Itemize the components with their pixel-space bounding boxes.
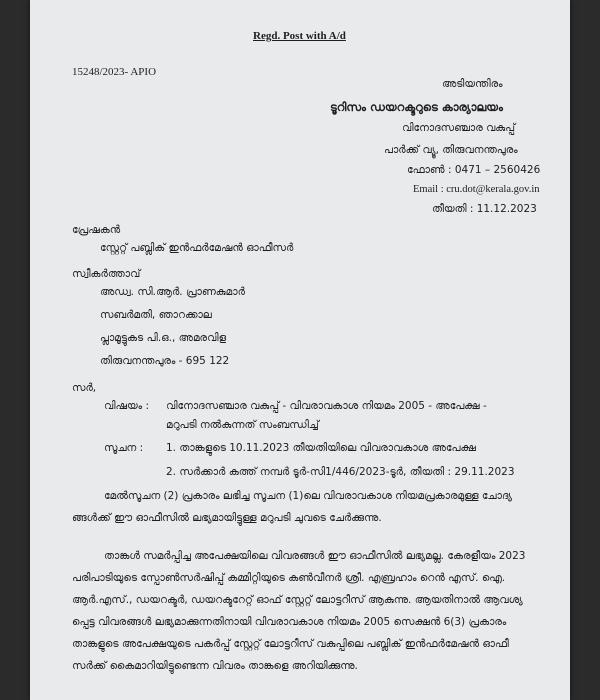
- salutation: സർ,: [72, 382, 97, 394]
- reference-item: 1. താങ്കളുടെ 10.11.2023 തീയതിയിലെ വിവരാവകാശ അപേക്ഷ: [166, 442, 476, 454]
- from-label: പ്രേഷകൻ: [72, 224, 121, 236]
- office-email: Email : cru.dot@kerala.gov.in: [413, 184, 540, 195]
- office-address: പാർക്ക് വ്യൂ, തിരുവനന്തപുരം: [384, 144, 518, 156]
- paragraph-line: പരിപാടിയുടെ സ്പോൺസർഷിപ്പ് കമ്മിറ്റിയുടെ കൺവീനർ ശ്രീ. എബ്രഹാം റെൻ എസ്. ഐ.: [72, 572, 506, 584]
- reference-item: 2. സർക്കാർ കത്ത് നമ്പർ ടൂർ-സി1/446/2023-ടൂർ, തീയതി : 29.11.2023: [166, 466, 515, 478]
- office-phone: ഫോൺ : 0471 – 2560426: [407, 164, 541, 176]
- paragraph-line: താങ്കളുടെ അപേക്ഷയുടെ പകർപ്പ് സ്റ്റേറ്റ് ലോട്ടറീസ് വകുപ്പിലെ പബ്ലിക് ഇൻഫർമേഷൻ ഓഫീ: [72, 638, 509, 650]
- reference-number: 15248/2023- APIO: [72, 66, 157, 78]
- office-name: ടൂറിസം ഡയറക്ടറുടെ കാര്യാലയം: [330, 100, 503, 114]
- subject-line: വിനോദസഞ്ചാര വകുപ്പ് - വിവരാവകാശ നിയമം 2005 - അപേക്ഷ -: [166, 400, 487, 412]
- from-name: സ്റ്റേറ്റ് പബ്ലിക് ഇൻഫർമേഷൻ ഓഫീസർ: [100, 242, 294, 254]
- to-line: തിരുവനന്തപുരം - 695 122: [100, 355, 230, 367]
- post-type: Regd. Post with A/d: [253, 30, 346, 42]
- to-line: പ്ലാമൂട്ടുകട പി.ഒ., അമരവിള: [100, 332, 227, 344]
- paragraph-line: പ്പെട്ട വിവരങ്ങൾ ലഭ്യമാക്കുന്നതിനായി വിവരാവകാശ നിയമം 2005 സെക്ഷൻ 6(3) പ്രകാരം: [72, 616, 507, 628]
- sender-title: അടിയന്തിരം: [442, 78, 503, 90]
- paragraph-line: ങ്ങൾക്ക് ഈ ഓഫീസിൽ ലഭ്യമായിട്ടുള്ള മറുപടി ചുവടെ ചേർക്കുന്നു.: [72, 512, 382, 524]
- paragraph-line: താങ്കൾ സമർപ്പിച്ച അപേക്ഷയിലെ വിവരങ്ങൾ ഈ ഓഫീസിൽ ലഭ്യമല്ല. കേരളീയം 2023: [104, 550, 526, 562]
- letter-page: [30, 0, 570, 700]
- to-line: അഡ്വ. സി.ആർ. പ്രാണകുമാർ: [100, 286, 245, 298]
- reference-label: സൂചന :: [104, 442, 144, 454]
- subject-label: വിഷയം :: [104, 400, 150, 412]
- subject-line: മറുപടി നൽകുന്നത് സംബന്ധിച്ച്: [166, 419, 319, 431]
- to-label: സ്വീകർത്താവ്: [72, 268, 141, 280]
- paragraph-line: ആർ.എസ്., ഡയറക്ടർ, ഡയറക്ടറേറ്റ് ഓഫ് സ്റ്റേറ്റ് ലോട്ടറീസ് ആകുന്നു. ആയതിനാൽ ആവശ്യ: [72, 594, 523, 606]
- paragraph-line: സർക്ക് കൈമാറിയിട്ടുണ്ടെന്ന വിവരം താങ്കളെ അറിയിക്കുന്നു.: [72, 660, 358, 672]
- department: വിനോദസഞ്ചാര വകുപ്പ്: [402, 122, 516, 134]
- letter-date: തീയതി : 11.12.2023: [432, 203, 537, 215]
- paragraph-line: മേൽസൂചന (2) പ്രകാരം ലഭിച്ച സൂചന (1)ലെ വിവരാവകാശ നിയമപ്രകാരമുള്ള ചോദ്യ: [104, 490, 512, 502]
- to-line: സബർമതി, ഞാറക്കാല: [100, 309, 212, 321]
